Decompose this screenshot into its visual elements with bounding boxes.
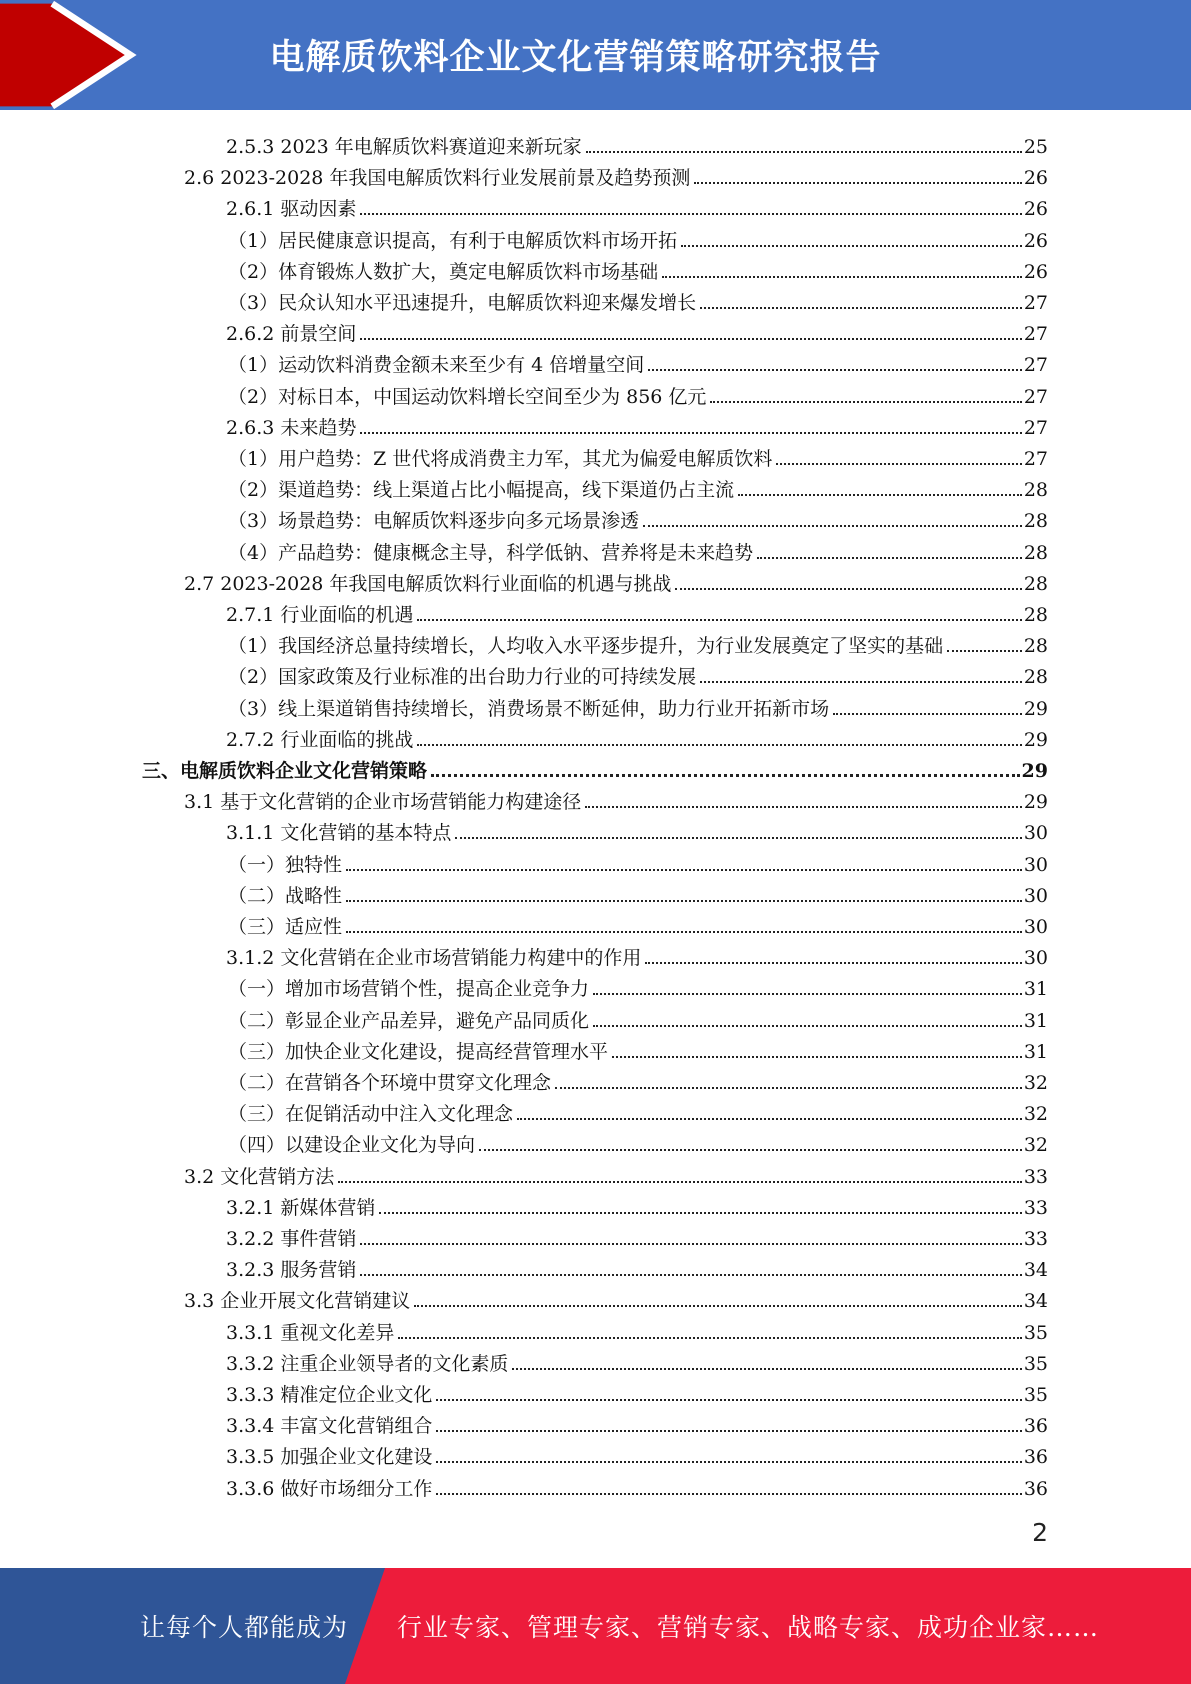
footer-slogan-right: 行业专家、管理专家、营销专家、战略专家、成功企业家…… <box>397 1613 1100 1642</box>
toc-entry-page: 33 <box>1023 1196 1048 1219</box>
toc-dot-leader <box>360 432 1021 434</box>
toc-entry-page: 30 <box>1023 947 1048 970</box>
toc-entry-title: 2.5.3 2023 年电解质饮料赛道迎来新玩家 <box>226 136 582 158</box>
toc-entry-page: 29 <box>1023 697 1048 720</box>
toc-entry-title: （2）对标日本，中国运动饮料增长空间至少为 856 亿元 <box>228 385 707 408</box>
toc-entry-page: 35 <box>1023 1321 1048 1344</box>
toc-dot-leader <box>436 1461 1021 1463</box>
toc-entry[interactable] <box>226 1251 1048 1282</box>
toc-dot-leader <box>612 1056 1022 1058</box>
toc-entry[interactable] <box>184 565 1048 596</box>
toc-entry-page: 28 <box>1023 572 1048 595</box>
toc-entry[interactable] <box>226 596 1048 627</box>
toc-entry-title: 2.7.2 行业面临的挑战 <box>226 728 414 751</box>
toc-dot-leader <box>436 1430 1021 1432</box>
toc-entry-title: （一）独特性 <box>228 853 343 876</box>
toc-entry-title: 三、电解质饮料企业文化营销策略 <box>142 760 428 782</box>
toc-entry[interactable] <box>228 284 1048 315</box>
toc-entry-page: 27 <box>1023 292 1048 314</box>
page-footer <box>0 1568 1191 1684</box>
toc-entry-page: 36 <box>1023 1477 1048 1500</box>
page-number: 2 <box>1032 1518 1048 1547</box>
toc-entry-page: 35 <box>1023 1352 1048 1375</box>
toc-dot-leader <box>431 774 1020 777</box>
toc-entry-page: 29 <box>1021 760 1048 782</box>
toc-entry-page: 28 <box>1023 666 1048 689</box>
toc-entry-title: （2）国家政策及行业标准的出台助力行业的可持续发展 <box>228 666 697 689</box>
toc-dot-leader <box>643 525 1022 527</box>
toc-entry[interactable] <box>228 440 1048 471</box>
toc-entry-title: （1）用户趋势：Z 世代将成消费主力军，其尤为偏爱电解质饮料 <box>228 448 773 470</box>
toc-entry-page: 28 <box>1023 604 1048 626</box>
toc-entry-title: （四）以建设企业文化为导向 <box>228 1134 476 1157</box>
toc-entry[interactable] <box>226 1314 1048 1345</box>
toc-entry-title: （三）适应性 <box>228 916 343 938</box>
toc-dot-leader <box>710 401 1021 403</box>
toc-dot-leader <box>517 1118 1022 1120</box>
toc-dot-leader <box>593 1025 1022 1027</box>
toc-dot-leader <box>479 1149 1022 1151</box>
toc-entry-title: 3.1 基于文化营销的企业市场营销能力构建途径 <box>184 791 582 814</box>
toc-entry-title: 2.7.1 行业面临的机遇 <box>226 604 414 626</box>
toc-entry-title: 3.2.1 新媒体营销 <box>226 1196 376 1219</box>
toc-entry-page: 31 <box>1023 1040 1048 1063</box>
toc-dot-leader <box>346 931 1022 933</box>
toc-dot-leader <box>694 182 1021 184</box>
toc-entry[interactable] <box>228 970 1048 1001</box>
toc-entry[interactable] <box>226 1438 1048 1469</box>
toc-dot-leader <box>700 307 1022 309</box>
toc-entry[interactable] <box>226 1220 1048 1251</box>
toc-entry-page: 27 <box>1023 323 1048 346</box>
toc-entry-title: （二）彰显企业产品差异，避免产品同质化 <box>228 1009 590 1032</box>
toc-entry[interactable] <box>228 877 1048 908</box>
toc-entry-page: 36 <box>1023 1415 1048 1438</box>
toc-dot-leader <box>833 713 1022 715</box>
toc-dot-leader <box>338 1181 1022 1183</box>
toc-entry-page: 34 <box>1023 1259 1048 1282</box>
toc-dot-leader <box>360 1274 1021 1276</box>
toc-dot-leader <box>417 744 1021 746</box>
toc-entry-page: 35 <box>1023 1384 1048 1406</box>
toc-entry[interactable] <box>226 939 1048 970</box>
toc-entry-title: 3.3.5 加强企业文化建设 <box>226 1446 433 1469</box>
toc-entry-title: （一）增加市场营销个性，提高企业竞争力 <box>228 978 590 1001</box>
toc-dot-leader <box>455 837 1021 839</box>
toc-dot-leader <box>700 681 1022 683</box>
toc-entry-page: 26 <box>1023 167 1048 190</box>
toc-entry[interactable] <box>228 1095 1048 1126</box>
toc-entry-title: 2.7 2023-2028 年我国电解质饮料行业面临的机遇与挑战 <box>184 572 672 595</box>
toc-entry[interactable] <box>226 128 1048 159</box>
toc-entry[interactable] <box>228 627 1048 658</box>
toc-entry[interactable] <box>226 1345 1048 1376</box>
toc-entry-title: 2.6 2023-2028 年我国电解质饮料行业发展前景及趋势预测 <box>184 167 691 190</box>
toc-entry-page: 32 <box>1023 1072 1048 1094</box>
toc-entry-title: 3.2 文化营销方法 <box>184 1165 335 1188</box>
toc-entry[interactable] <box>228 378 1048 409</box>
toc-entry-title: （2）渠道趋势：线上渠道占比小幅提高，线下渠道仍占主流 <box>228 479 735 502</box>
toc-entry-title: （三）加快企业文化建设，提高经营管理水平 <box>228 1040 609 1063</box>
toc-entry-title: （二）在营销各个环境中贯穿文化理念 <box>228 1072 552 1094</box>
toc-entry-title: （4）产品趋势：健康概念主导，科学低钠、营养将是未来趋势 <box>228 541 754 564</box>
toc-entry-page: 36 <box>1023 1446 1048 1469</box>
toc-dot-leader <box>379 1212 1021 1214</box>
toc-entry-page: 26 <box>1023 198 1048 221</box>
toc-dot-leader <box>436 1399 1021 1401</box>
toc-entry-page: 28 <box>1023 510 1048 533</box>
toc-entry-title: 3.3.2 注重企业领导者的文化素质 <box>226 1352 509 1375</box>
toc-entry[interactable] <box>228 471 1048 502</box>
toc-entry-title: 3.1.1 文化营销的基本特点 <box>226 822 452 845</box>
toc-dot-leader <box>346 900 1022 902</box>
toc-entry[interactable] <box>184 783 1048 814</box>
toc-dot-leader <box>648 369 1022 371</box>
toc-dot-leader <box>681 245 1022 247</box>
toc-dot-leader <box>593 993 1022 995</box>
toc-entry[interactable] <box>226 814 1048 845</box>
toc-dot-leader <box>585 806 1022 808</box>
toc-entry-page: 30 <box>1023 853 1048 876</box>
toc-entry[interactable] <box>184 1158 1048 1189</box>
toc-entry-title: 3.1.2 文化营销在企业市场营销能力构建中的作用 <box>226 947 642 970</box>
toc-entry[interactable] <box>226 1189 1048 1220</box>
toc-dot-leader <box>417 619 1021 621</box>
toc-entry[interactable] <box>228 690 1048 721</box>
toc-entry[interactable] <box>228 222 1048 253</box>
toc-entry[interactable] <box>228 534 1048 565</box>
toc-entry-title: 2.6.2 前景空间 <box>226 323 357 346</box>
header-title: 电解质饮料企业文化营销策略研究报告 <box>269 38 882 78</box>
toc-entry[interactable] <box>226 315 1048 346</box>
toc-entry-title: 3.3.1 重视文化差异 <box>226 1321 395 1344</box>
toc-entry-title: （1）我国经济总量持续增长，人均收入水平逐步提升，为行业发展奠定了坚实的基础 <box>228 635 944 658</box>
toc-entry[interactable] <box>226 1470 1048 1501</box>
toc-entry[interactable] <box>228 908 1048 939</box>
toc-dot-leader <box>757 557 1022 559</box>
page-header <box>0 0 1191 110</box>
toc-entry[interactable] <box>226 409 1048 440</box>
toc-dot-leader <box>947 650 1022 652</box>
toc-entry-page: 27 <box>1023 385 1048 408</box>
toc-entry-title: （二）战略性 <box>228 884 343 907</box>
footer-slogan-left: 让每个人都能成为 <box>140 1613 349 1642</box>
toc-entry-title: （1）运动饮料消费金额未来至少有 4 倍增量空间 <box>228 354 645 377</box>
toc-entry-page: 27 <box>1023 416 1048 439</box>
toc-dot-leader <box>360 338 1021 340</box>
toc-dot-leader <box>662 276 1022 278</box>
toc-entry[interactable] <box>226 190 1048 221</box>
toc-entry-title: 2.6.1 驱动因素 <box>226 198 357 221</box>
toc-entry-page: 28 <box>1023 635 1048 658</box>
toc-entry-page: 30 <box>1023 822 1048 845</box>
toc-entry[interactable] <box>226 1407 1048 1438</box>
toc-entry-page: 32 <box>1023 1103 1048 1126</box>
toc-entry-page: 30 <box>1023 884 1048 907</box>
toc-entry[interactable] <box>226 721 1048 752</box>
toc-entry-title: （3）场景趋势：电解质饮料逐步向多元场景渗透 <box>228 510 640 533</box>
toc-entry-title: （2）体育锻炼人数扩大，奠定电解质饮料市场基础 <box>228 260 659 283</box>
toc-entry-page: 33 <box>1023 1228 1048 1250</box>
toc-entry-title: 3.3.4 丰富文化营销组合 <box>226 1415 433 1438</box>
toc-entry-title: （3）线上渠道销售持续增长，消费场景不断延伸，助力行业开拓新市场 <box>228 697 830 720</box>
toc-entry[interactable] <box>228 346 1048 377</box>
toc-entry[interactable] <box>228 1064 1048 1095</box>
toc-entry-title: （三）在促销活动中注入文化理念 <box>228 1103 514 1126</box>
toc-entry-page: 28 <box>1023 541 1048 564</box>
toc-entry-title: 3.2.2 事件营销 <box>226 1228 357 1250</box>
toc-entry-page: 31 <box>1023 978 1048 1001</box>
toc-entry-page: 29 <box>1023 728 1048 751</box>
toc-entry-page: 31 <box>1023 1009 1048 1032</box>
toc-entry-page: 29 <box>1023 791 1048 814</box>
toc-entry[interactable] <box>184 159 1048 190</box>
toc-entry[interactable] <box>226 1376 1048 1407</box>
toc-entry[interactable] <box>228 1002 1048 1033</box>
toc-dot-leader <box>360 1243 1021 1245</box>
toc-entry-title: 3.3.3 精准定位企业文化 <box>226 1384 433 1406</box>
toc-entry[interactable] <box>228 1033 1048 1064</box>
toc-dot-leader <box>414 1305 1022 1307</box>
toc-entry-page: 30 <box>1023 916 1048 938</box>
toc-entry[interactable] <box>228 253 1048 284</box>
toc-entry[interactable] <box>228 1126 1048 1157</box>
toc-dot-leader <box>776 463 1021 465</box>
toc-entry-page: 34 <box>1023 1290 1048 1313</box>
toc-entry[interactable] <box>228 846 1048 877</box>
toc-dot-leader <box>738 494 1022 496</box>
toc-entry-page: 32 <box>1023 1134 1048 1157</box>
toc-entry-title: （1）居民健康意识提高，有利于电解质饮料市场开拓 <box>228 229 678 252</box>
toc-dot-leader <box>512 1368 1021 1370</box>
toc-entry-page: 25 <box>1023 136 1048 158</box>
toc-dot-leader <box>555 1087 1022 1089</box>
toc-entry[interactable] <box>228 502 1048 533</box>
toc-dot-leader <box>436 1493 1021 1495</box>
toc-entry-page: 27 <box>1023 448 1048 470</box>
toc-entry-title: 3.2.3 服务营销 <box>226 1259 357 1282</box>
toc-dot-leader <box>346 869 1022 871</box>
toc-entry[interactable] <box>228 658 1048 689</box>
toc-entry-page: 26 <box>1023 229 1048 252</box>
toc-entry-title: 3.3.6 做好市场细分工作 <box>226 1477 433 1500</box>
toc-entry[interactable] <box>184 1282 1048 1313</box>
toc-dot-leader <box>645 962 1021 964</box>
toc-entry-page: 26 <box>1023 260 1048 283</box>
toc-entry-title: 3.3 企业开展文化营销建议 <box>184 1290 411 1313</box>
toc-entry-title: 2.6.3 未来趋势 <box>226 416 357 439</box>
toc-entry-page: 33 <box>1023 1165 1048 1188</box>
toc-entry-page: 28 <box>1023 479 1048 502</box>
toc-entry[interactable] <box>142 752 1048 783</box>
toc-entry-page: 27 <box>1023 354 1048 377</box>
toc-dot-leader <box>586 151 1022 153</box>
toc-dot-leader <box>398 1337 1021 1339</box>
toc-entry-title: （3）民众认知水平迅速提升，电解质饮料迎来爆发增长 <box>228 292 697 314</box>
toc-dot-leader <box>675 588 1021 590</box>
toc-dot-leader <box>360 213 1021 215</box>
